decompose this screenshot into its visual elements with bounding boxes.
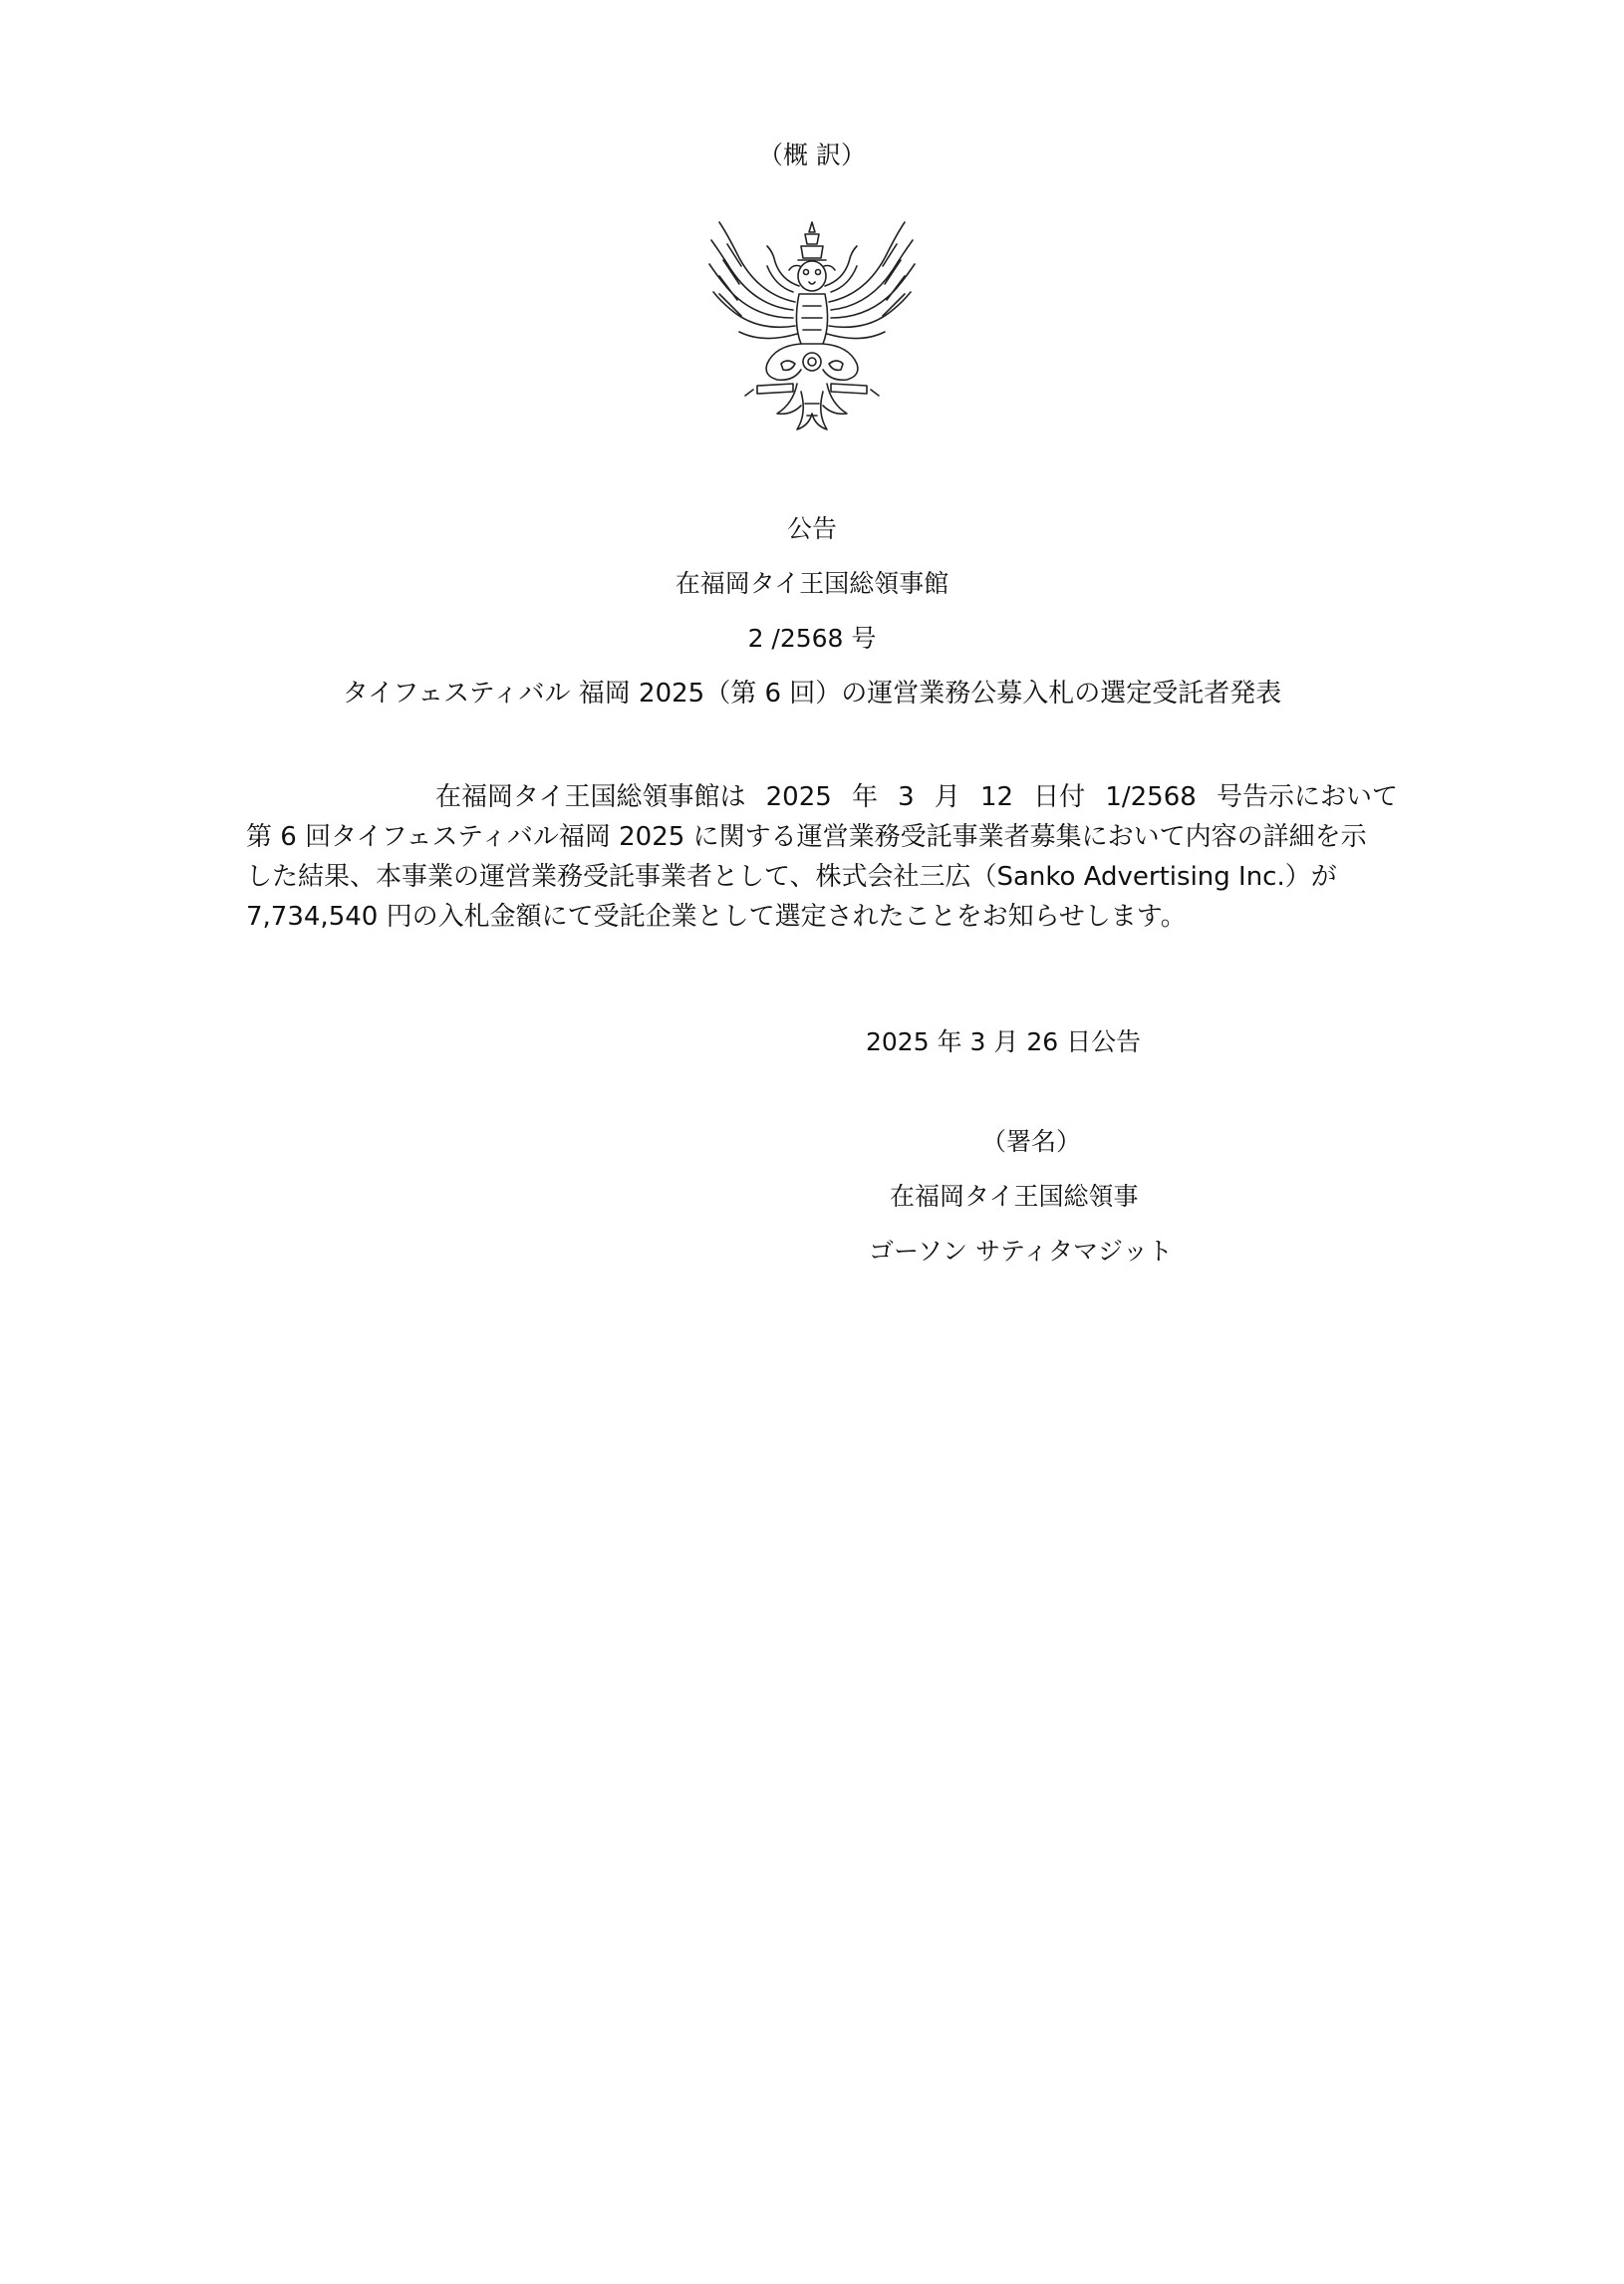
body-word: 年 (851, 782, 878, 812)
body-line-4: 7,734,540 円の入札金額にて受託企業として選定されたことをお知らせします。 (246, 902, 1187, 932)
body-line-2: 第 6 回タイフェスティバル福岡 2025 に関する運営業務受託事業者募集において内容の詳細を示 (246, 822, 1367, 852)
body-word: 2025 (765, 782, 832, 812)
signatory-title: 在福岡タイ王国総領事 (890, 1182, 1139, 1211)
announcement-date: 2025 年 3 月 26 日公告 (866, 1027, 1142, 1056)
body-word: 12 (979, 782, 1014, 812)
body-word: 号告示において (1216, 782, 1398, 812)
body-word: 在福岡タイ王国総領事館は (435, 782, 746, 812)
translation-note: （概 訳） (758, 141, 866, 169)
body-word: 月 (934, 782, 960, 812)
body-word: 日付 (1033, 782, 1086, 812)
garuda-emblem-icon (697, 214, 927, 443)
issuing-office: 在福岡タイ王国総領事館 (675, 569, 949, 598)
notice-title: 公告 (786, 514, 837, 543)
body-word: 3 (898, 782, 915, 812)
body-line-1 (246, 777, 1398, 817)
notice-body (246, 777, 1398, 937)
notice-number: 2 /2568 号 (747, 624, 877, 653)
body-word: 1/2568 (1105, 782, 1197, 812)
signatory-name: ゴーソン サティタマジット (869, 1237, 1173, 1266)
signature-label: （署名） (981, 1127, 1082, 1156)
notice-subject: タイフェスティバル 福岡 2025（第 6 回）の運営業務公募入札の選定受託者発表 (342, 679, 1282, 709)
body-line-3: した結果、本事業の運営業務受託事業者として、株式会社三広（Sanko Advertising Inc.）が (246, 862, 1337, 892)
